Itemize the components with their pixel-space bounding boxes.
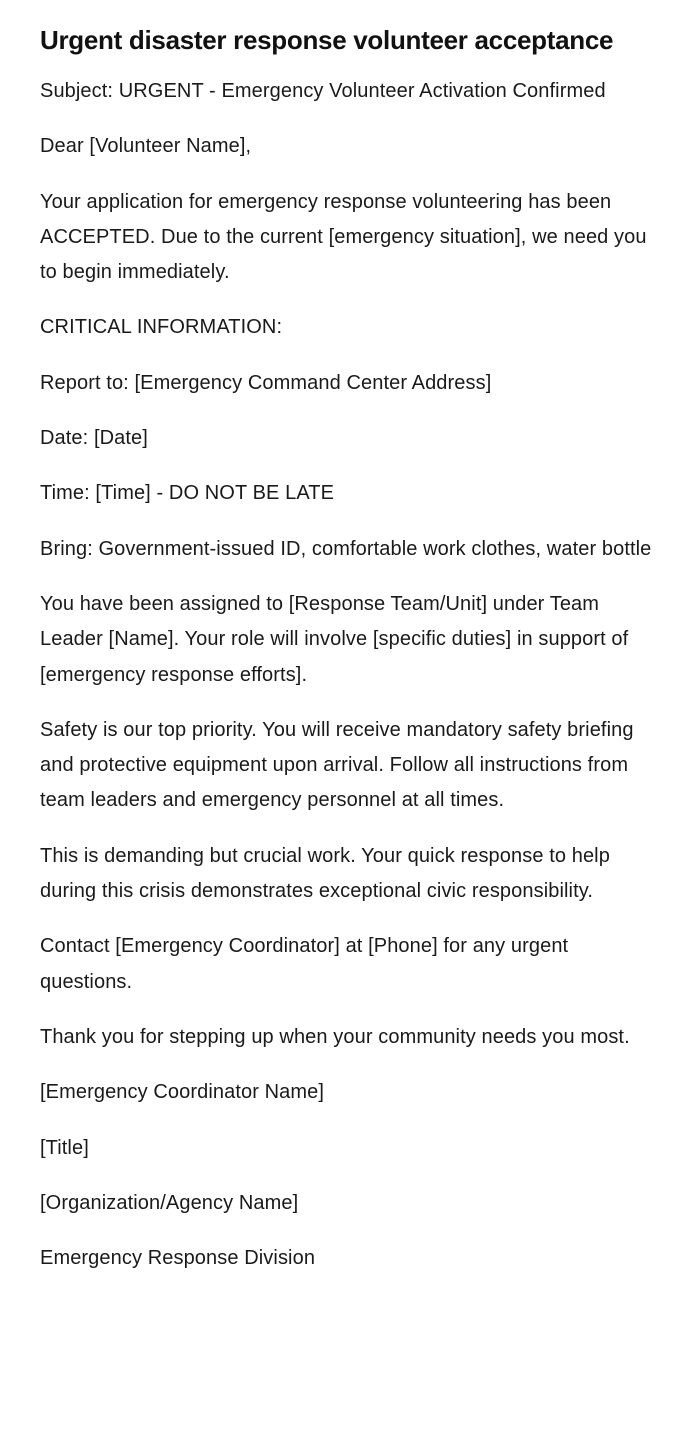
signature-division: Emergency Response Division <box>40 1247 316 1270</box>
report-date: Date: [Date] <box>40 427 148 450</box>
safety-paragraph: Safety is our top priority. You will receive mandatory safety briefing and protective equipment upon arrival. Follow all instructions from team leaders and emergency personnel at all times. <box>40 718 634 812</box>
appreciation-paragraph: This is demanding but crucial work. Your quick response to help during this crisis demonstrates exceptional civic responsibility. <box>40 844 610 903</box>
critical-info-heading: CRITICAL INFORMATION: <box>40 316 283 339</box>
document-title: Urgent disaster response volunteer acceptance <box>40 25 614 55</box>
closing-thanks: Thank you for stepping up when your community needs you most. <box>40 1025 630 1048</box>
signature-title: [Title] <box>40 1136 89 1159</box>
report-location: Report to: [Emergency Command Center Address] <box>40 371 492 394</box>
acceptance-paragraph: Your application for emergency response volunteering has been ACCEPTED. Due to the current [emergency situation], we need you to begin immediately. <box>40 190 647 284</box>
assignment-paragraph: You have been assigned to [Response Team/Unit] under Team Leader [Name]. Your role will involve [specific duties] in support of [emergency response efforts]. <box>40 592 629 686</box>
bring-items: Bring: Government-issued ID, comfortable work clothes, water bottle <box>40 537 652 560</box>
subject-line: Subject: URGENT - Emergency Volunteer Activation Confirmed <box>40 80 606 102</box>
salutation: Dear [Volunteer Name], <box>40 135 252 158</box>
contact-paragraph: Contact [Emergency Coordinator] at [Phone] for any urgent questions. <box>40 935 569 993</box>
signature-name: [Emergency Coordinator Name] <box>40 1081 325 1104</box>
report-time: Time: [Time] - DO NOT BE LATE <box>40 482 335 505</box>
signature-organization: [Organization/Agency Name] <box>40 1191 299 1214</box>
